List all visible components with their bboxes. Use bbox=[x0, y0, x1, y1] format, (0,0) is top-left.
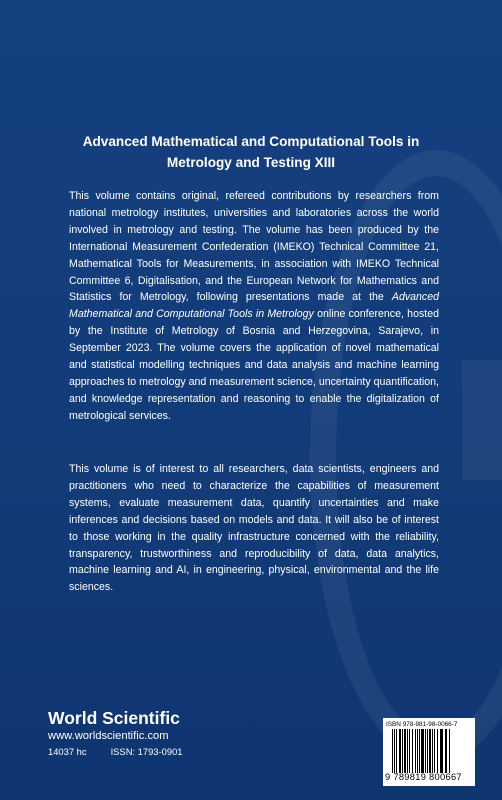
description-paragraph-1 bbox=[69, 188, 439, 425]
isbn-label: ISBN 978-981-98-0066-7 bbox=[386, 721, 458, 728]
background-watermark-shape bbox=[462, 360, 502, 480]
publisher-url: www.worldscientific.com bbox=[48, 730, 169, 742]
publisher-codes bbox=[48, 746, 248, 758]
issn: ISSN: 1793-0901 bbox=[110, 746, 183, 757]
description-p1-part1: This volume contains original, refereed contributions by researchers from national metrology institutes, universities and laboratories across the world involved in metrology and testing. The volume has been produced by the International Measurement Confederation (IMEKO) Technical Committee 21, Mathematical Tools for Measurements, in association with IMEKO Technical Committee 6, Digitalisation, and the European Network for Mathematics and Statistics for Metrology, following presentations made at the bbox=[69, 190, 439, 304]
isbn-digits: 9 789819 800667 bbox=[385, 772, 462, 782]
product-code: 14037 hc bbox=[48, 746, 87, 757]
publisher-block bbox=[48, 708, 248, 758]
barcode-bars bbox=[392, 729, 468, 773]
barcode-stripe bbox=[449, 729, 451, 773]
publisher-name: World Scientific bbox=[48, 708, 180, 728]
book-title-line2: Metrology and Testing XIII bbox=[166, 155, 336, 170]
conference-name: Advanced Mathematical and Computational Tools in Metrology bbox=[69, 291, 439, 321]
isbn-barcode bbox=[383, 718, 475, 786]
description-p1-part2: online conference, hosted by the Institute of Metrology of Bosnia and Herzegovina, Sarajevo, in September 2023. The volume covers the application of novel mathematical and statistical modelling techniques and data analysis and machine learning approaches to metrology and measurement science, uncertainty quantification, and knowledge representation and reasoning to enable the digitalization of metrological services. bbox=[69, 308, 439, 422]
book-title-line1: Advanced Mathematical and Computational Tools in bbox=[82, 134, 420, 149]
description-paragraph-2: This volume is of interest to all researchers, data scientists, engineers and practitioners who need to characterize the capabilities of measurement systems, evaluate measurement data, quantify uncertainties and make inferences and decisions based on models and data. It will also be of interest to those working in the quality infrastructure concerned with the reliability, transparency, trustworthiness and reproducibility of data, data analytics, machine learning and AI, in engineering, physical, environmental and the life sciences. bbox=[69, 463, 439, 594]
book-title bbox=[60, 131, 442, 173]
